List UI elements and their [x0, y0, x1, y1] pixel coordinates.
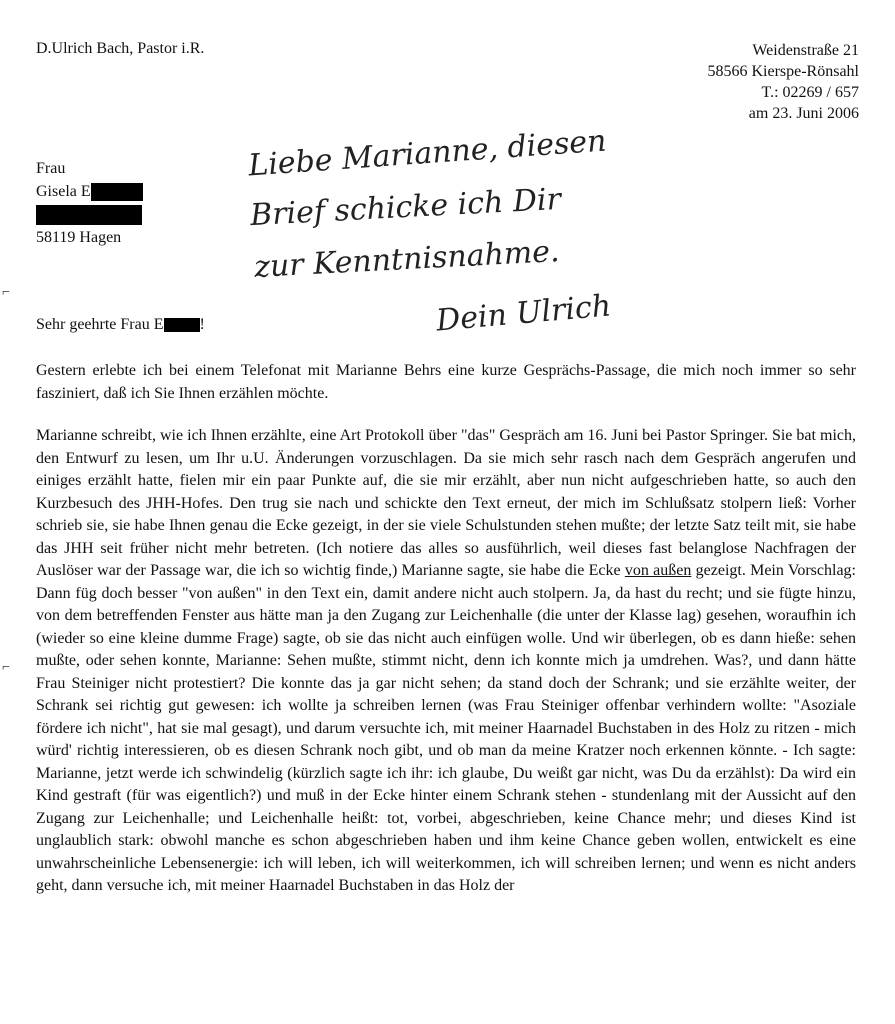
- handwriting-line-3: zur Kenntnisnahme.: [253, 234, 561, 285]
- address-street: Weidenstraße 21: [752, 42, 859, 59]
- recipient-salutation-line: Frau: [36, 160, 66, 177]
- salutation-text: Sehr geehrte Frau E: [36, 316, 164, 333]
- redaction-bar: [91, 183, 143, 201]
- handwriting-line-1: Liebe Marianne, diesen: [247, 123, 608, 184]
- sender-address: [707, 40, 859, 124]
- letter-body: [36, 360, 856, 918]
- salutation: [36, 316, 205, 334]
- address-city: 58566 Kierspe-Rönsahl: [707, 63, 859, 80]
- paragraph-2-part-b: gezeigt. Mein Vorschlag: Dann füg doch besser "von außen" in den Text ein, damit andere nicht auch stolpern. Ja, da hast du recht; und sie fügte hinzu, von dem betreffenden Fenster aus hätte man ja den Zugang zur Leichenhalle (die unter der Klasse lag) gesehen, woraufhin ich (wieder so eine kleine dumme Frage) sagte, ob sie das nicht auch einfügen wolle. Und wir überlegen, ob es dann hieße: sehen mußte, oder sehen konnte, Marianne: Sehen mußte, stimmt nicht, denn ich konnte mich ja umdrehen. Was?, und dann hätte Frau Steiniger nicht protestiert? Die konnte das ja gar nicht sehen; da stand doch der Schrank; und sie erzählte weiter, der Schrank sei richtig gut gewesen: ich wollte ja schreiben lernen (was Frau Steiniger offenbar verhindern wollte: "Asoziale fördere ich nicht", hat sie mal gesagt), und darum versuchte ich, mit meiner Haarnadel Buchstaben in des Holz zu ritzen - mich würd' richtig interessieren, ob es diesen Schrank noch gibt, und ob man da meine Kratzer noch erkennen könnte. - Ich sagte: Marianne, jetzt werde ich schwindelig (kürzlich sagte ich ihr: ich glaube, Du weißt gar nicht, was Du da erzählst): Da wird ein Kind gestraft (für was eigentlich?) und muß in der Ecke hinter einem Schrank stehen - stundenlang mit der Aussicht auf den Zugang zur Leichenhalle; und Leichenhalle heißt: tot, vorbei, abgeschrieben, keine Chance mehr; und dieses Kind ist unglaublich stark: obwohl manche es schon abgeschrieben haben und ihm keine Chance geben wollen, entwickelt es eine unwahrscheinliche Lebensenergie: ich will leben, ich will weiterkommen, ich will schreiben lernen; und wenn es nicht anders geht, dann versuche ich, mit meiner Haarnadel Buchstaben in das Holz der: [36, 562, 856, 894]
- handwritten-note: [240, 123, 640, 348]
- salutation-end: !: [199, 316, 205, 333]
- recipient-block: [36, 157, 143, 249]
- margin-mark: ⌐: [2, 660, 10, 675]
- handwriting-signature: Dein Ulrich: [434, 288, 613, 339]
- paragraph-1: Gestern erlebte ich bei einem Telefonat mit Marianne Behrs eine kurze Gesprächs-Passage, die mich noch immer so sehr fasziniert, daß ich Sie Ihnen erzählen möchte.: [36, 362, 856, 402]
- letter-date: am 23. Juni 2006: [748, 105, 859, 122]
- recipient-name: Gisela E: [36, 183, 91, 200]
- margin-mark: ⌐: [2, 285, 10, 300]
- underlined-phrase: von außen: [624, 562, 692, 579]
- sender-line: D.Ulrich Bach, Pastor i.R.: [36, 40, 205, 57]
- handwriting-line-2: Brief schicke ich Dir: [249, 181, 562, 234]
- recipient-city: 58119 Hagen: [36, 229, 122, 246]
- address-phone: T.: 02269 / 657: [761, 84, 859, 101]
- recipient-street-line: [36, 203, 143, 226]
- recipient-name-line: [36, 180, 143, 203]
- paragraph-2-part-a: Marianne schreibt, wie ich Ihnen erzählte, eine Art Protokoll über "das" Gespräch am 16. Juni bei Pastor Springer. Sie bat mich, den Entwurf zu lesen, um Ihr u.U. Änderungen vorzuschlagen. Da sie mich sehr rasch nach dem Gespräch angerufen und einiges erzählt hatte, fielen mir ein paar Punkte auf, die sie mir erzählt, aber nun nicht aufgeschrieben hatte, so auch den Kurzbesuch des JHH-Hofes. Den trug sie nach und schickte den Text erneut, der mich im Schlußsatz stolpern ließ: Vorher schrieb sie, sie habe Ihnen genau die Ecke gezeigt, in der sie viele Schulstunden stehen mußte; der letzte Satz teilt mit, sie habe das JHH seit früher nicht mehr betreten. (Ich notiere das alles so ausführlich, weil dieses fast belanglose Nachfragen der Auslöser war der Passage war, die ich so wichtig finde,) Marianne sagte, sie habe die Ecke: [36, 427, 856, 579]
- redaction-bar: [164, 318, 200, 332]
- paragraph-2: [36, 425, 856, 898]
- redaction-bar: [36, 205, 142, 225]
